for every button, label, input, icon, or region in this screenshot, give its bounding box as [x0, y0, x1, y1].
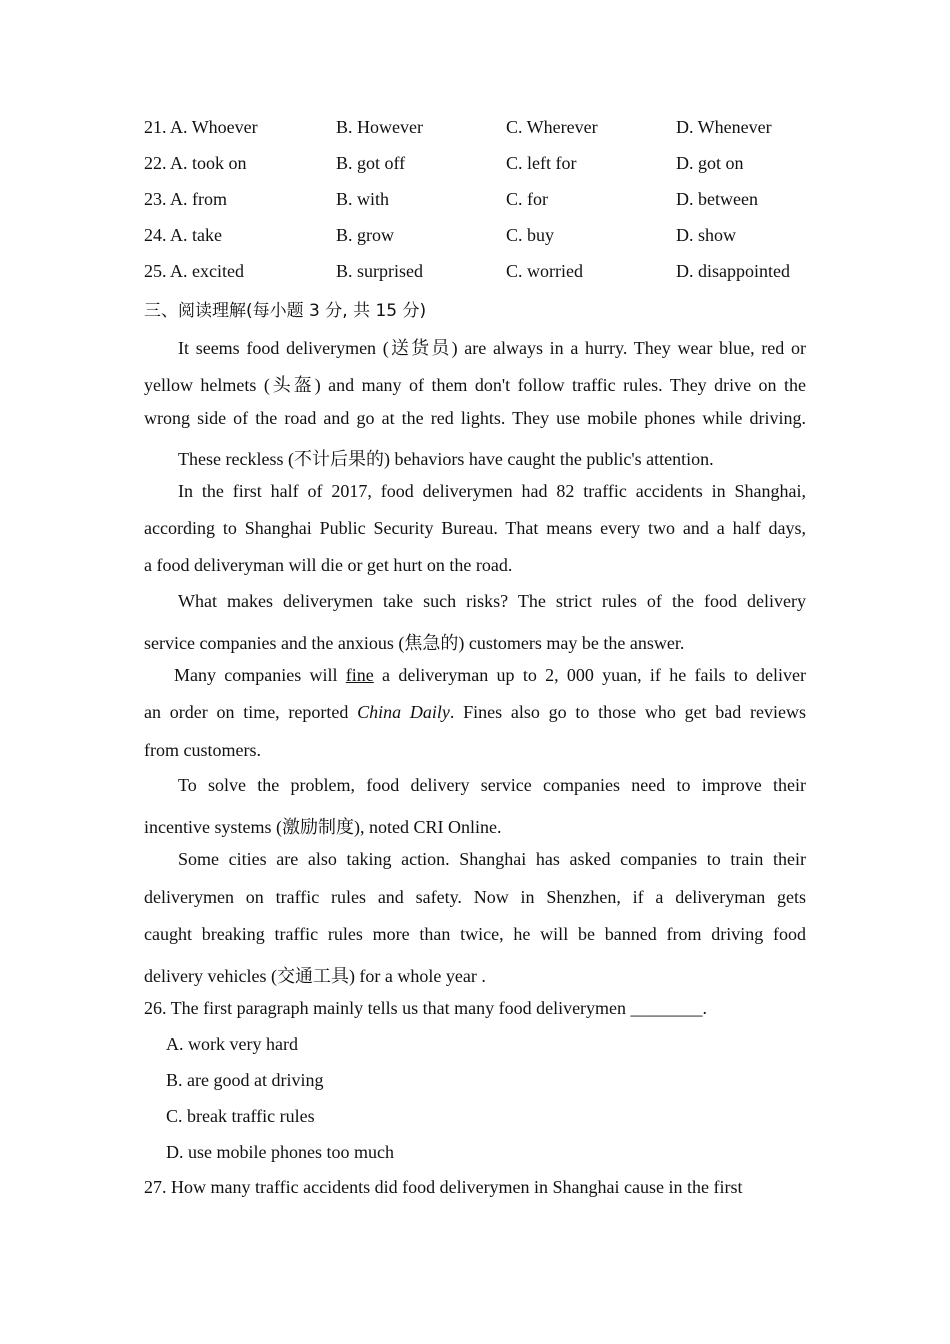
paragraph-3-line: In the first half of 2017, food deliverymen had 82 traffic accidents in Shanghai,: [178, 481, 806, 501]
paragraph-1-line: yellow helmets (头盔) and many of them don't follow traffic rules. They drive on the: [144, 375, 806, 395]
source-name: China Daily: [357, 702, 450, 722]
option-d: D. got on: [676, 153, 744, 173]
paragraph-4-line: service companies and the anxious (焦急的) customers may be the answer.: [144, 633, 685, 653]
option-d: D. between: [676, 189, 758, 209]
question-26-option-c: C. break traffic rules: [166, 1106, 315, 1126]
paragraph-7-line: delivery vehicles (交通工具) for a whole year .: [144, 966, 486, 986]
option-a: 23. A. from: [144, 189, 228, 209]
underlined-word: fine: [345, 665, 374, 685]
option-c: C. for: [506, 189, 548, 209]
question-26-stem: 26. The first paragraph mainly tells us that many food deliverymen ________.: [144, 998, 708, 1018]
text-run: . Fines also go to those who get bad reviews: [449, 702, 807, 722]
paragraph-5-line: from customers.: [144, 740, 261, 760]
option-c: C. worried: [506, 261, 583, 281]
option-d: D. Whenever: [676, 117, 772, 137]
text-run: Many companies will: [174, 665, 346, 685]
option-d: D. show: [676, 225, 737, 245]
option-c: C. Wherever: [506, 117, 598, 137]
question-26-option-b: B. are good at driving: [166, 1070, 324, 1090]
text-run: a deliveryman up to 2, 000 yuan, if he fails to deliver: [373, 665, 806, 685]
option-b: B. with: [336, 189, 390, 209]
section-title: 三、阅读理解(每小题 3 分, 共 15 分): [144, 301, 427, 321]
paragraph-6-line: To solve the problem, food delivery service companies need to improve their: [178, 775, 806, 795]
paragraph-7-line: Some cities are also taking action. Shanghai has asked companies to train their: [178, 849, 806, 869]
option-b: B. However: [336, 117, 423, 137]
option-c: C. left for: [506, 153, 577, 173]
paragraph-5-line: [144, 665, 806, 686]
paragraph-5-line: [144, 702, 806, 723]
text-run: an order on time, reported: [144, 702, 358, 722]
option-b: B. surprised: [336, 261, 423, 281]
paragraph-6-line: incentive systems (激励制度), noted CRI Online.: [144, 817, 502, 837]
option-a: 21. A. Whoever: [144, 117, 258, 137]
paragraph-1-line: It seems food deliverymen (送货员) are always in a hurry. They wear blue, red or: [178, 338, 806, 358]
question-26-option-d: D. use mobile phones too much: [166, 1142, 394, 1162]
option-b: B. got off: [336, 153, 406, 173]
paragraph-7-line: deliverymen on traffic rules and safety. Now in Shenzhen, if a deliveryman gets: [144, 887, 806, 907]
paragraph-3-line: according to Shanghai Public Security Bureau. That means every two and a half days,: [144, 518, 806, 538]
option-c: C. buy: [506, 225, 555, 245]
paragraph-7-line: caught breaking traffic rules more than twice, he will be banned from driving food: [144, 924, 806, 944]
paragraph-2-line: These reckless (不计后果的) behaviors have caught the public's attention.: [178, 449, 714, 469]
option-a: 22. A. took on: [144, 153, 247, 173]
option-b: B. grow: [336, 225, 394, 245]
question-27-stem: 27. How many traffic accidents did food deliverymen in Shanghai cause in the first: [144, 1177, 743, 1197]
paragraph-4-line: What makes deliverymen take such risks? The strict rules of the food delivery: [178, 591, 806, 611]
option-a: 25. A. excited: [144, 261, 244, 281]
option-d: D. disappointed: [676, 261, 790, 281]
question-26-option-a: A. work very hard: [166, 1034, 298, 1054]
paragraph-3-line: a food deliveryman will die or get hurt on the road.: [144, 555, 513, 575]
paragraph-1-line: wrong side of the road and go at the red lights. They use mobile phones while driving.: [144, 408, 806, 428]
option-a: 24. A. take: [144, 225, 222, 245]
